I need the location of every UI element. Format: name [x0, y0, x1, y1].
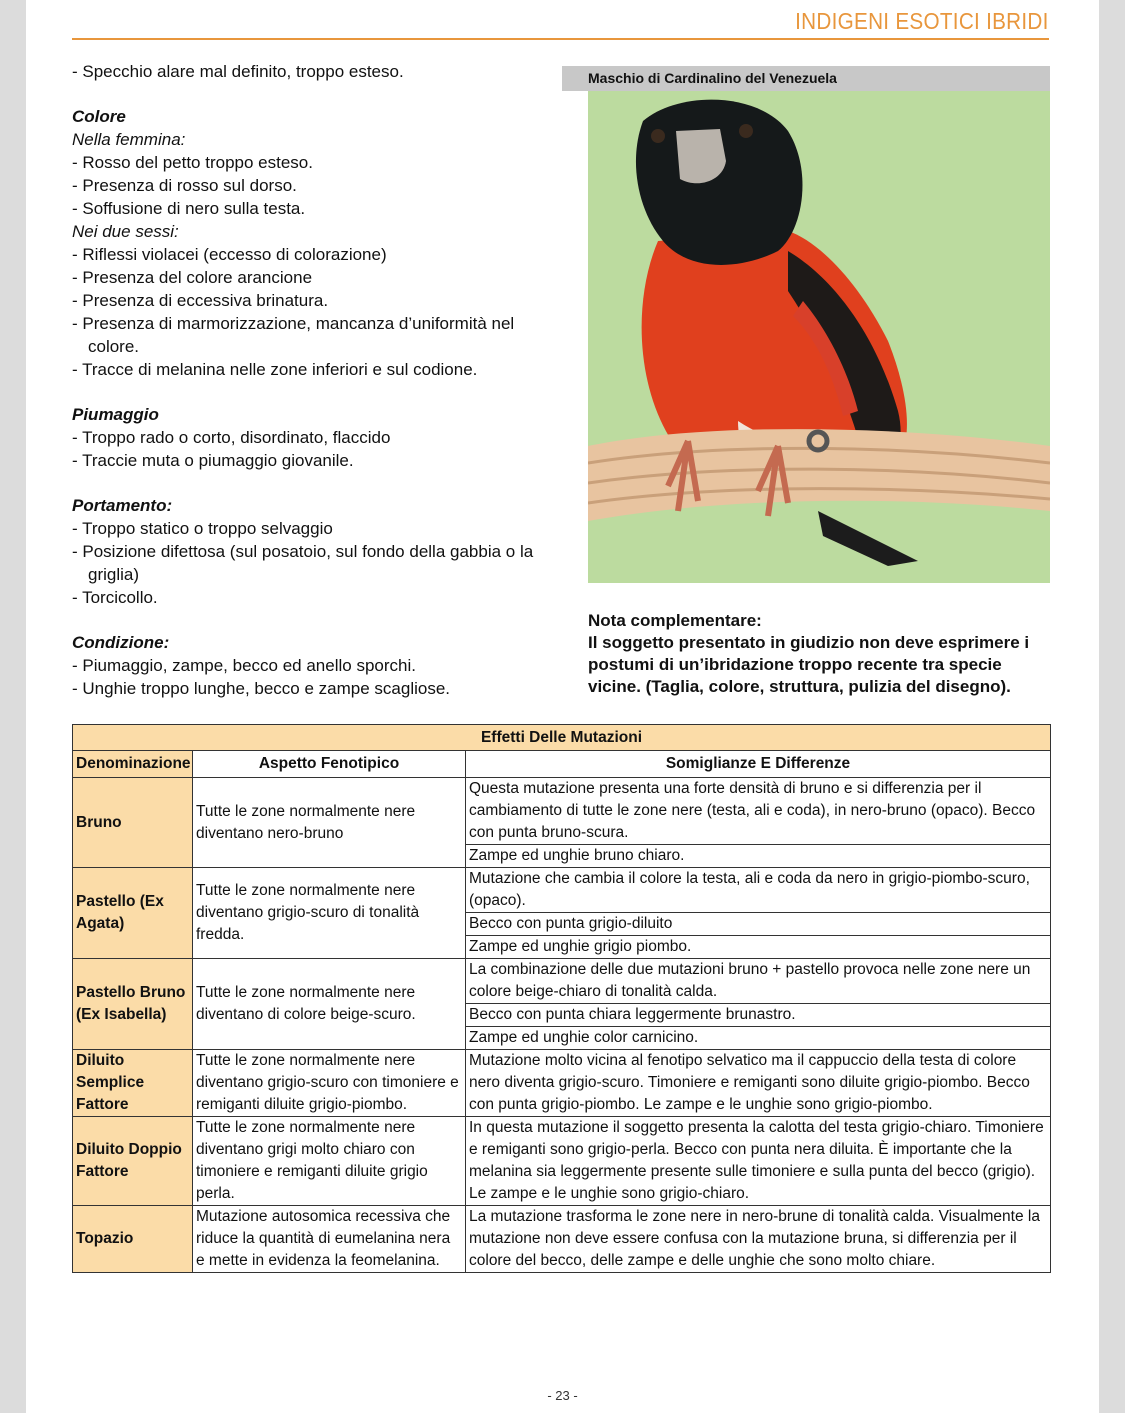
list-item: - Rosso del petto troppo esteso.: [72, 153, 313, 172]
aspetto-cell: Tutte le zone normalmente nere diventano di colore beige-scuro.: [193, 959, 466, 1050]
piumaggio-heading: Piumaggio: [72, 405, 159, 424]
somiglianze-cell: Becco con punta grigio-diluito: [466, 913, 1051, 936]
column-header: Aspetto Fenotipico: [193, 751, 466, 778]
list-item: - Piumaggio, zampe, becco ed anello sporchi.: [72, 656, 416, 675]
table-caption: Effetti Delle Mutazioni: [73, 725, 1051, 751]
column-header: Somiglianze E Differenze: [466, 751, 1051, 778]
mutation-name: Topazio: [73, 1206, 193, 1273]
intro-item: - Specchio alare mal definito, troppo esteso.: [72, 62, 404, 81]
list-item: - Soffusione di nero sulla testa.: [72, 199, 306, 218]
somiglianze-cell: Zampe ed unghie bruno chiaro.: [466, 845, 1051, 868]
table-row: [73, 778, 1051, 845]
section-title: INDIGENI ESOTICI IBRIDI: [795, 8, 1049, 34]
aspetto-cell: Tutte le zone normalmente nere diventano grigi molto chiaro con timoniere e remiganti diluite grigio perla.: [193, 1117, 466, 1206]
somiglianze-cell: Questa mutazione presenta una forte densità di bruno e si differenzia per il cambiamento di tutte le zone nere (testa, ali e coda), in nero-bruno (opaco). Becco con punta bruno-scura.: [466, 778, 1051, 845]
list-item: - Riflessi violacei (eccesso di colorazione): [72, 245, 387, 264]
nota-block: [588, 610, 1058, 698]
somiglianze-cell: La combinazione delle due mutazioni bruno + pastello provoca nelle zone nere un colore beige-chiaro di tonalità calda.: [466, 959, 1051, 1004]
aspetto-cell: Tutte le zone normalmente nere diventano grigio-scuro di tonalità fredda.: [193, 868, 466, 959]
list-item: - Torcicollo.: [72, 588, 158, 607]
mutation-name: Pastello Bruno (Ex Isabella): [73, 959, 193, 1050]
somiglianze-cell: Mutazione che cambia il colore la testa, ali e coda da nero in grigio-piombo-scuro, (opaco).: [466, 868, 1051, 913]
list-item: - Presenza di marmorizzazione, mancanza d’uniformità nel colore.: [72, 314, 515, 356]
somiglianze-cell: Mutazione molto vicina al fenotipo selvatico ma il cappuccio della testa di colore nero diventa grigio-scuro. Timoniere e remiganti sono diluite grigio-piombo. Becco con punta grigio-piombo. Le zampe e le unghie sono grigio-piombo.: [466, 1050, 1051, 1117]
list-item: - Traccie muta o piumaggio giovanile.: [72, 451, 354, 470]
list-item: - Presenza di eccessiva brinatura.: [72, 291, 329, 310]
mutation-name: Diluito Doppio Fattore: [73, 1117, 193, 1206]
page-number: - 23 -: [547, 1388, 578, 1403]
nota-text: Il soggetto presentato in giudizio non deve esprimere i postumi di un’ibridazione troppo recente tra specie vicine. (Taglia, colore, struttura, pulizia del disegno).: [588, 633, 1030, 696]
list-item: - Troppo statico o troppo selvaggio: [72, 519, 333, 538]
portamento-heading: Portamento:: [72, 496, 173, 515]
table-row: [73, 1050, 1051, 1117]
colore-heading: Colore: [72, 107, 126, 126]
aspetto-cell: Tutte le zone normalmente nere diventano nero-bruno: [193, 778, 466, 868]
sessi-label: Nei due sessi:: [72, 222, 179, 241]
cardinalino-illustration: [588, 91, 1050, 583]
bird-photo: [588, 91, 1050, 583]
somiglianze-cell: In questa mutazione il soggetto presenta la calotta del testa grigio-chiaro. Timoniere e remiganti sono grigio-perla. Becco con punta nera diluita. È importante che la melanina sia leggermente presente sulle timoniere e sulla punta del becco (grigio). Le zampe e le unghie sono grigio-chiaro.: [466, 1117, 1051, 1206]
mutation-name: Pastello (Ex Agata): [73, 868, 193, 959]
table-row: [73, 1117, 1051, 1206]
nota-heading: Nota complementare:: [588, 611, 762, 630]
condizione-heading: Condizione:: [72, 633, 170, 652]
document-page: [26, 0, 1099, 1413]
mutation-name: Bruno: [73, 778, 193, 868]
somiglianze-cell: Becco con punta chiara leggermente brunastro.: [466, 1004, 1051, 1027]
table-row: [73, 959, 1051, 1004]
aspetto-cell: Tutte le zone normalmente nere diventano grigio-scuro con timoniere e remiganti diluite grigio-piombo.: [193, 1050, 466, 1117]
mutations-table: [72, 724, 1051, 1273]
list-item: - Unghie troppo lunghe, becco e zampe scagliose.: [72, 679, 451, 698]
somiglianze-cell: Zampe ed unghie color carnicino.: [466, 1027, 1051, 1050]
list-item: - Troppo rado o corto, disordinato, flaccido: [72, 428, 391, 447]
table-row: [73, 868, 1051, 913]
mutation-name: Diluito Semplice Fattore: [73, 1050, 193, 1117]
femmina-label: Nella femmina:: [72, 130, 186, 149]
header-rule: [72, 38, 1049, 40]
column-header: Denominazione: [73, 751, 193, 778]
list-item: - Posizione difettosa (sul posatoio, sul fondo della gabbia o la griglia): [72, 542, 534, 584]
table-row: [73, 1206, 1051, 1273]
photo-figure: [562, 66, 1050, 91]
list-item: - Tracce di melanina nelle zone inferiori e sul codione.: [72, 360, 478, 379]
list-item: - Presenza di rosso sul dorso.: [72, 176, 297, 195]
list-item: - Presenza del colore arancione: [72, 268, 313, 287]
photo-caption: Maschio di Cardinalino del Venezuela: [562, 66, 1050, 91]
somiglianze-cell: Zampe ed unghie grigio piombo.: [466, 936, 1051, 959]
aspetto-cell: Mutazione autosomica recessiva che riduce la quantità di eumelanina nera e mette in evidenza la feomelanina.: [193, 1206, 466, 1273]
somiglianze-cell: La mutazione trasforma le zone nere in nero-brune di tonalità calda. Visualmente la mutazione non deve essere confusa con la mutazione bruna, si differenzia per il colore del becco, delle zampe e delle unghie che sono molto chiare.: [466, 1206, 1051, 1273]
left-column: [72, 60, 552, 700]
